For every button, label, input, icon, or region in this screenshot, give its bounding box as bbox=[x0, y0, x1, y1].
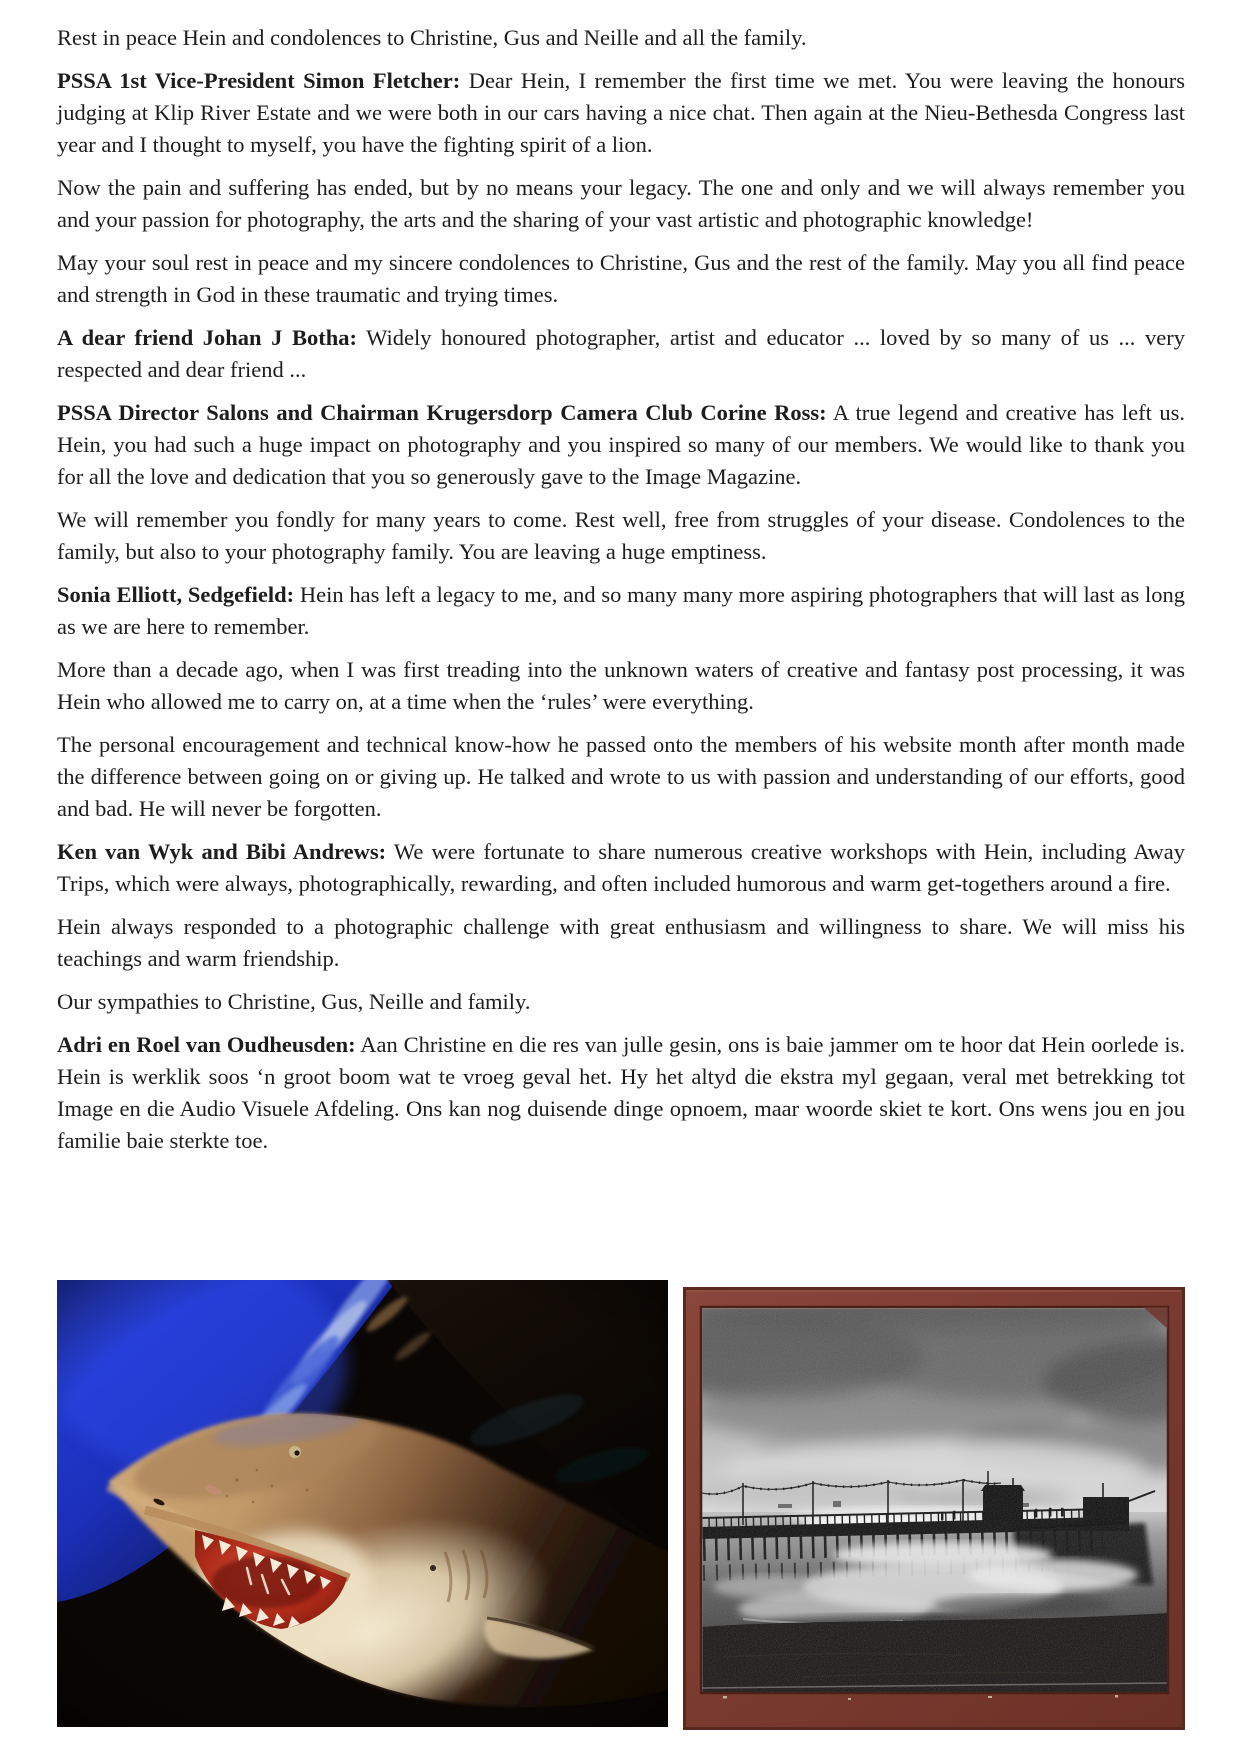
film-grain bbox=[701, 1307, 1168, 1693]
tribute-text: Hein has left a legacy to me, and so many many more aspiring photographers that will last as long as we are here to remember. bbox=[57, 582, 1186, 639]
tribute-paragraph bbox=[57, 22, 1185, 54]
tribute-text: Dear Hein, I remember the first time we met. You were leaving the honours judging at Klip River Estate and we were both in our cars having a nice chat. Then again at the Nieu-Bethesda Congress last year and I thought to myself, you have the fighting spirit of a lion. bbox=[57, 68, 1185, 157]
tribute-paragraph bbox=[57, 579, 1185, 643]
tribute-text: The personal encouragement and technical know-how he passed onto the members of his website month after month made the difference between going on or giving up. He talked and wrote to us with passion and understanding of our efforts, good and bad. He will never be forgotten. bbox=[57, 732, 1185, 821]
tribute-paragraph bbox=[57, 986, 1185, 1018]
tribute-text: We were fortunate to share numerous creative workshops with Hein, including Away Trips, which were always, photographically, rewarding, and often included humorous and warm get-togethers around a fire. bbox=[57, 839, 1185, 896]
tribute-text: More than a decade ago, when I was first treading into the unknown waters of creative and fantasy post processing, it was Hein who allowed me to carry on, at a time when the ‘rules’ were everything. bbox=[57, 657, 1185, 714]
tribute-paragraph bbox=[57, 729, 1185, 825]
vignette bbox=[57, 1280, 668, 1727]
shark-underwater-photo bbox=[57, 1280, 668, 1727]
tribute-paragraph bbox=[57, 65, 1185, 161]
tribute-text: Our sympathies to Christine, Gus, Neille and family. bbox=[57, 989, 531, 1014]
tribute-author: Adri en Roel van Oudheusden: bbox=[57, 1032, 356, 1057]
tribute-text: Hein always responded to a photographic challenge with great enthusiasm and willingness to share. We will miss his teachings and warm friendship. bbox=[57, 914, 1185, 971]
tribute-paragraph bbox=[57, 654, 1185, 718]
framed-pier-photo bbox=[683, 1287, 1185, 1730]
tribute-paragraph bbox=[57, 504, 1185, 568]
tribute-paragraph bbox=[57, 322, 1185, 386]
tribute-paragraph bbox=[57, 397, 1185, 493]
tribute-paragraph bbox=[57, 172, 1185, 236]
tribute-paragraph bbox=[57, 911, 1185, 975]
tribute-text: We will remember you fondly for many years to come. Rest well, free from struggles of your disease. Condolences to the family, but also to your photography family. You are leaving a huge emptiness. bbox=[57, 507, 1185, 564]
tribute-author: PSSA Director Salons and Chairman Krugersdorp Camera Club Corine Ross: bbox=[57, 400, 827, 425]
tribute-text: May your soul rest in peace and my sincere condolences to Christine, Gus and the rest of the family. May you all find peace and strength in God in these traumatic and trying times. bbox=[57, 250, 1185, 307]
tribute-text: Rest in peace Hein and condolences to Christine, Gus and Neille and all the family. bbox=[57, 25, 807, 50]
tribute-author: Ken van Wyk and Bibi Andrews: bbox=[57, 839, 387, 864]
tribute-text: A true legend and creative has left us. Hein, you had such a huge impact on photography and you inspired so many of our members. We would like to thank you for all the love and dedication that you so generously gave to the Image Magazine. bbox=[57, 400, 1185, 489]
tribute-text: Widely honoured photographer, artist and educator ... loved by so many of us ... very respected and dear friend ... bbox=[57, 325, 1185, 382]
tribute-author: PSSA 1st Vice-President Simon Fletcher: bbox=[57, 68, 461, 93]
tribute-text: Aan Christine en die res van julle gesin, ons is baie jammer om te hoor dat Hein oorlede is. Hein is werklik soos ‘n groot boom wat te vroeg geval het. Hy het altyd die ekstra myl gegaan, veral met betrekking tot Image en die Audio Visuele Afdeling. Ons kan nog duisende dinge opnoem, maar woorde skiet te kort. Ons wens jou en jou familie baie sterkte toe. bbox=[57, 1032, 1185, 1153]
tribute-author: Sonia Elliott, Sedgefield: bbox=[57, 582, 295, 607]
tribute-paragraph bbox=[57, 1029, 1185, 1157]
tributes-text bbox=[57, 22, 1185, 1168]
tribute-paragraph bbox=[57, 247, 1185, 311]
tribute-text: Now the pain and suffering has ended, but by no means your legacy. The one and only and we will always remember you and your passion for photography, the arts and the sharing of your vast artistic and photographic knowledge! bbox=[57, 175, 1185, 232]
tribute-paragraph bbox=[57, 836, 1185, 900]
tribute-author: A dear friend Johan J Botha: bbox=[57, 325, 357, 350]
